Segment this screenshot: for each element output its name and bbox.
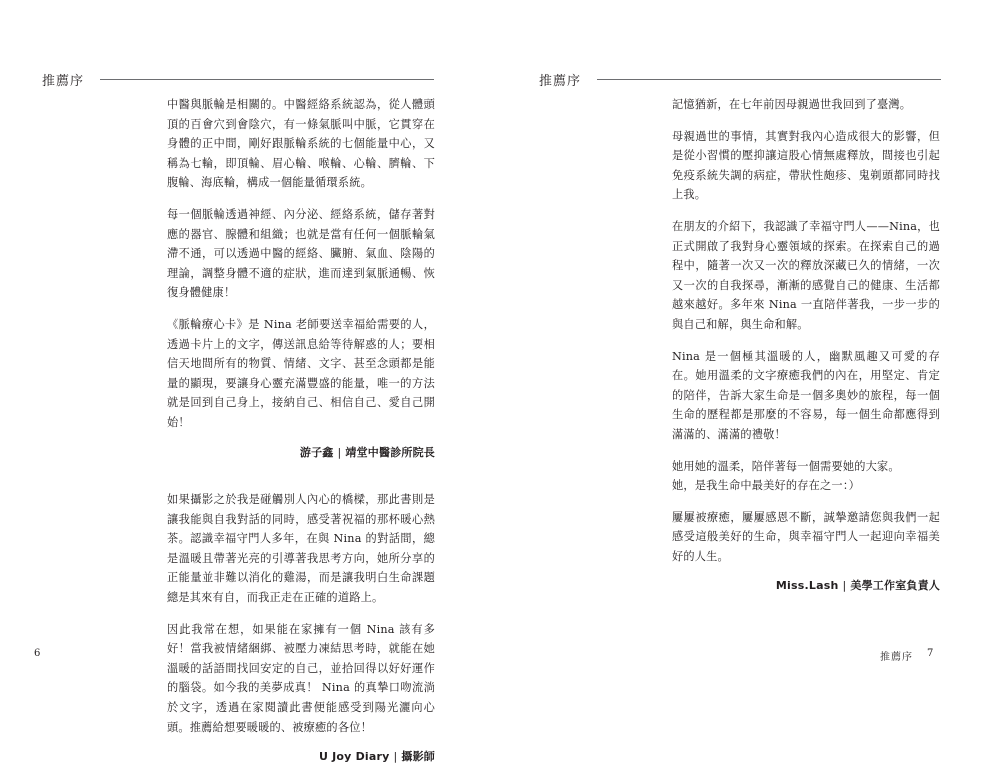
right-paragraph-3: 在朋友的介紹下，我認識了幸福守門人——Nina，也正式開啟了我對身心靈領域的探索。在探索自己的過程中，隨著一次又一次的釋放深藏已久的情緒，一次又一次的自我探尋，漸漸的感覺自己的健康、生活都越來越好。多年來 Nina 一直陪伴著我，一步一步的與自己和解，與生命和解。: [672, 219, 940, 331]
right-footer: [880, 648, 933, 663]
left-paragraph-2: 每一個脈輪透過神經、內分泌、經絡系統，儲存著對應的器官、腺體和組織；也就是當有任何一個脈輪氣滯不通，可以透過中醫的經絡、臟腑、氣血、陰陽的理論，調整身體不適的症狀，進而達到氣脈通暢、恢復身體健康！: [167, 207, 435, 300]
signature-3-name: Miss.Lash: [775, 579, 839, 593]
signature-1-title: 靖堂中醫診所院長: [345, 445, 435, 459]
left-header-rule: [100, 79, 434, 80]
right-page-number: 7: [927, 648, 934, 659]
left-paragraph-5: 因此我常在想，如果能在家擁有一個 Nina 該有多好！當我被情緒綑綁、被壓力凍結思考時，就能在她溫暖的話語間找回安定的自己，並拾回得以好好運作的腦袋。如今我的美夢成真！ Nina 的真摯口吻流淌於文字，透過在家閱讀此書便能感受到陽光灑向心頭。推薦給想要暖暖的、被療癒的各位！: [167, 622, 435, 734]
signature-1: 游子鑫 | 靖堂中醫診所院長: [299, 445, 435, 459]
right-header: [539, 70, 941, 89]
right-paragraph-6: 屢屢被療癒，屢屢感恩不斷，誠摯邀請您與我們一起感受這般美好的生命，與幸福守門人一起迎向幸福美好的人生。: [672, 510, 940, 563]
left-header: [42, 70, 434, 89]
signature-2-title: 攝影師: [401, 750, 435, 764]
right-paragraph-4: Nina 是一個極其溫暖的人，幽默風趣又可愛的存在。她用溫柔的文字療癒我們的內在，用堅定、肯定的陪伴，告訴大家生命是一個多奧妙的旅程，每一個生命的歷程都是那麼的不容易，每一個生命都應得到滿滿的、滿滿的禮敬！: [672, 349, 940, 441]
signature-2: U Joy Diary | 攝影師: [318, 750, 435, 764]
right-footer-label: 推薦序: [880, 652, 913, 663]
left-paragraph-1: 中醫與脈輪是相關的。中醫經絡系統認為，從人體頭頂的百會穴到會陰穴，有一條氣脈叫中脈，它貫穿在身體的正中間，剛好跟脈輪系統的七個能量中心，又稱為七輪，即頂輪、眉心輪、喉輪、心輪、臍輪、下腹輪、海底輪，構成一個能量循環系統。: [167, 98, 435, 190]
signature-2-name: U Joy Diary: [318, 750, 390, 764]
right-body: [672, 95, 940, 596]
left-paragraph-4: 如果攝影之於我是碰觸別人內心的橋樑，那此書則是讓我能與自我對話的同時，感受著祝福的那杯暖心熱茶。認識幸福守門人多年，在與 Nina 的對話間，總是溫暖且帶著光亮的引導著我思考方向，她所分享的正能量並非難以消化的雞湯，而是讓我明白生命課題總是其來有自，而我正走在正確的道路上。: [167, 493, 435, 605]
right-page: [500, 0, 1000, 687]
right-paragraph-2: 母親過世的事情，其實對我內心造成很大的影響，但是從小習慣的壓抑讓這股心情無處釋放，間接也引起免疫系統失調的病症，帶狀性皰疹、鬼剃頭都同時找上我。: [672, 129, 940, 202]
signature-1-name: 游子鑫: [299, 445, 334, 459]
right-paragraph-1: 記憶猶新，在七年前因母親過世我回到了臺灣。: [672, 98, 912, 111]
left-paragraph-3: 《脈輪療心卡》是 Nina 老師要送幸福給需要的人，透過卡片上的文字，傳送訊息給等待解惑的人；要相信天地間所有的物質、情緒、文字、甚至念頭都是能量的顯現，要讓身心靈充滿豐盛的能量，唯一的方法就是回到自己身上，接納自己、相信自己、愛自己開始！: [167, 317, 435, 429]
signature-3-title: 美學工作室負責人: [850, 579, 940, 593]
left-page-number: 6: [34, 648, 41, 659]
left-header-title: 推薦序: [42, 74, 85, 89]
right-header-title: 推薦序: [539, 74, 582, 89]
left-page: [0, 0, 500, 764]
left-body: [167, 95, 435, 767]
left-footer: [34, 648, 40, 659]
right-header-rule: [597, 79, 941, 80]
right-paragraph-5: 她用她的溫柔，陪伴著每一個需要她的大家。 她，是我生命中最美好的存在之一：）: [672, 459, 900, 493]
signature-3: Miss.Lash | 美學工作室負責人: [775, 579, 940, 593]
